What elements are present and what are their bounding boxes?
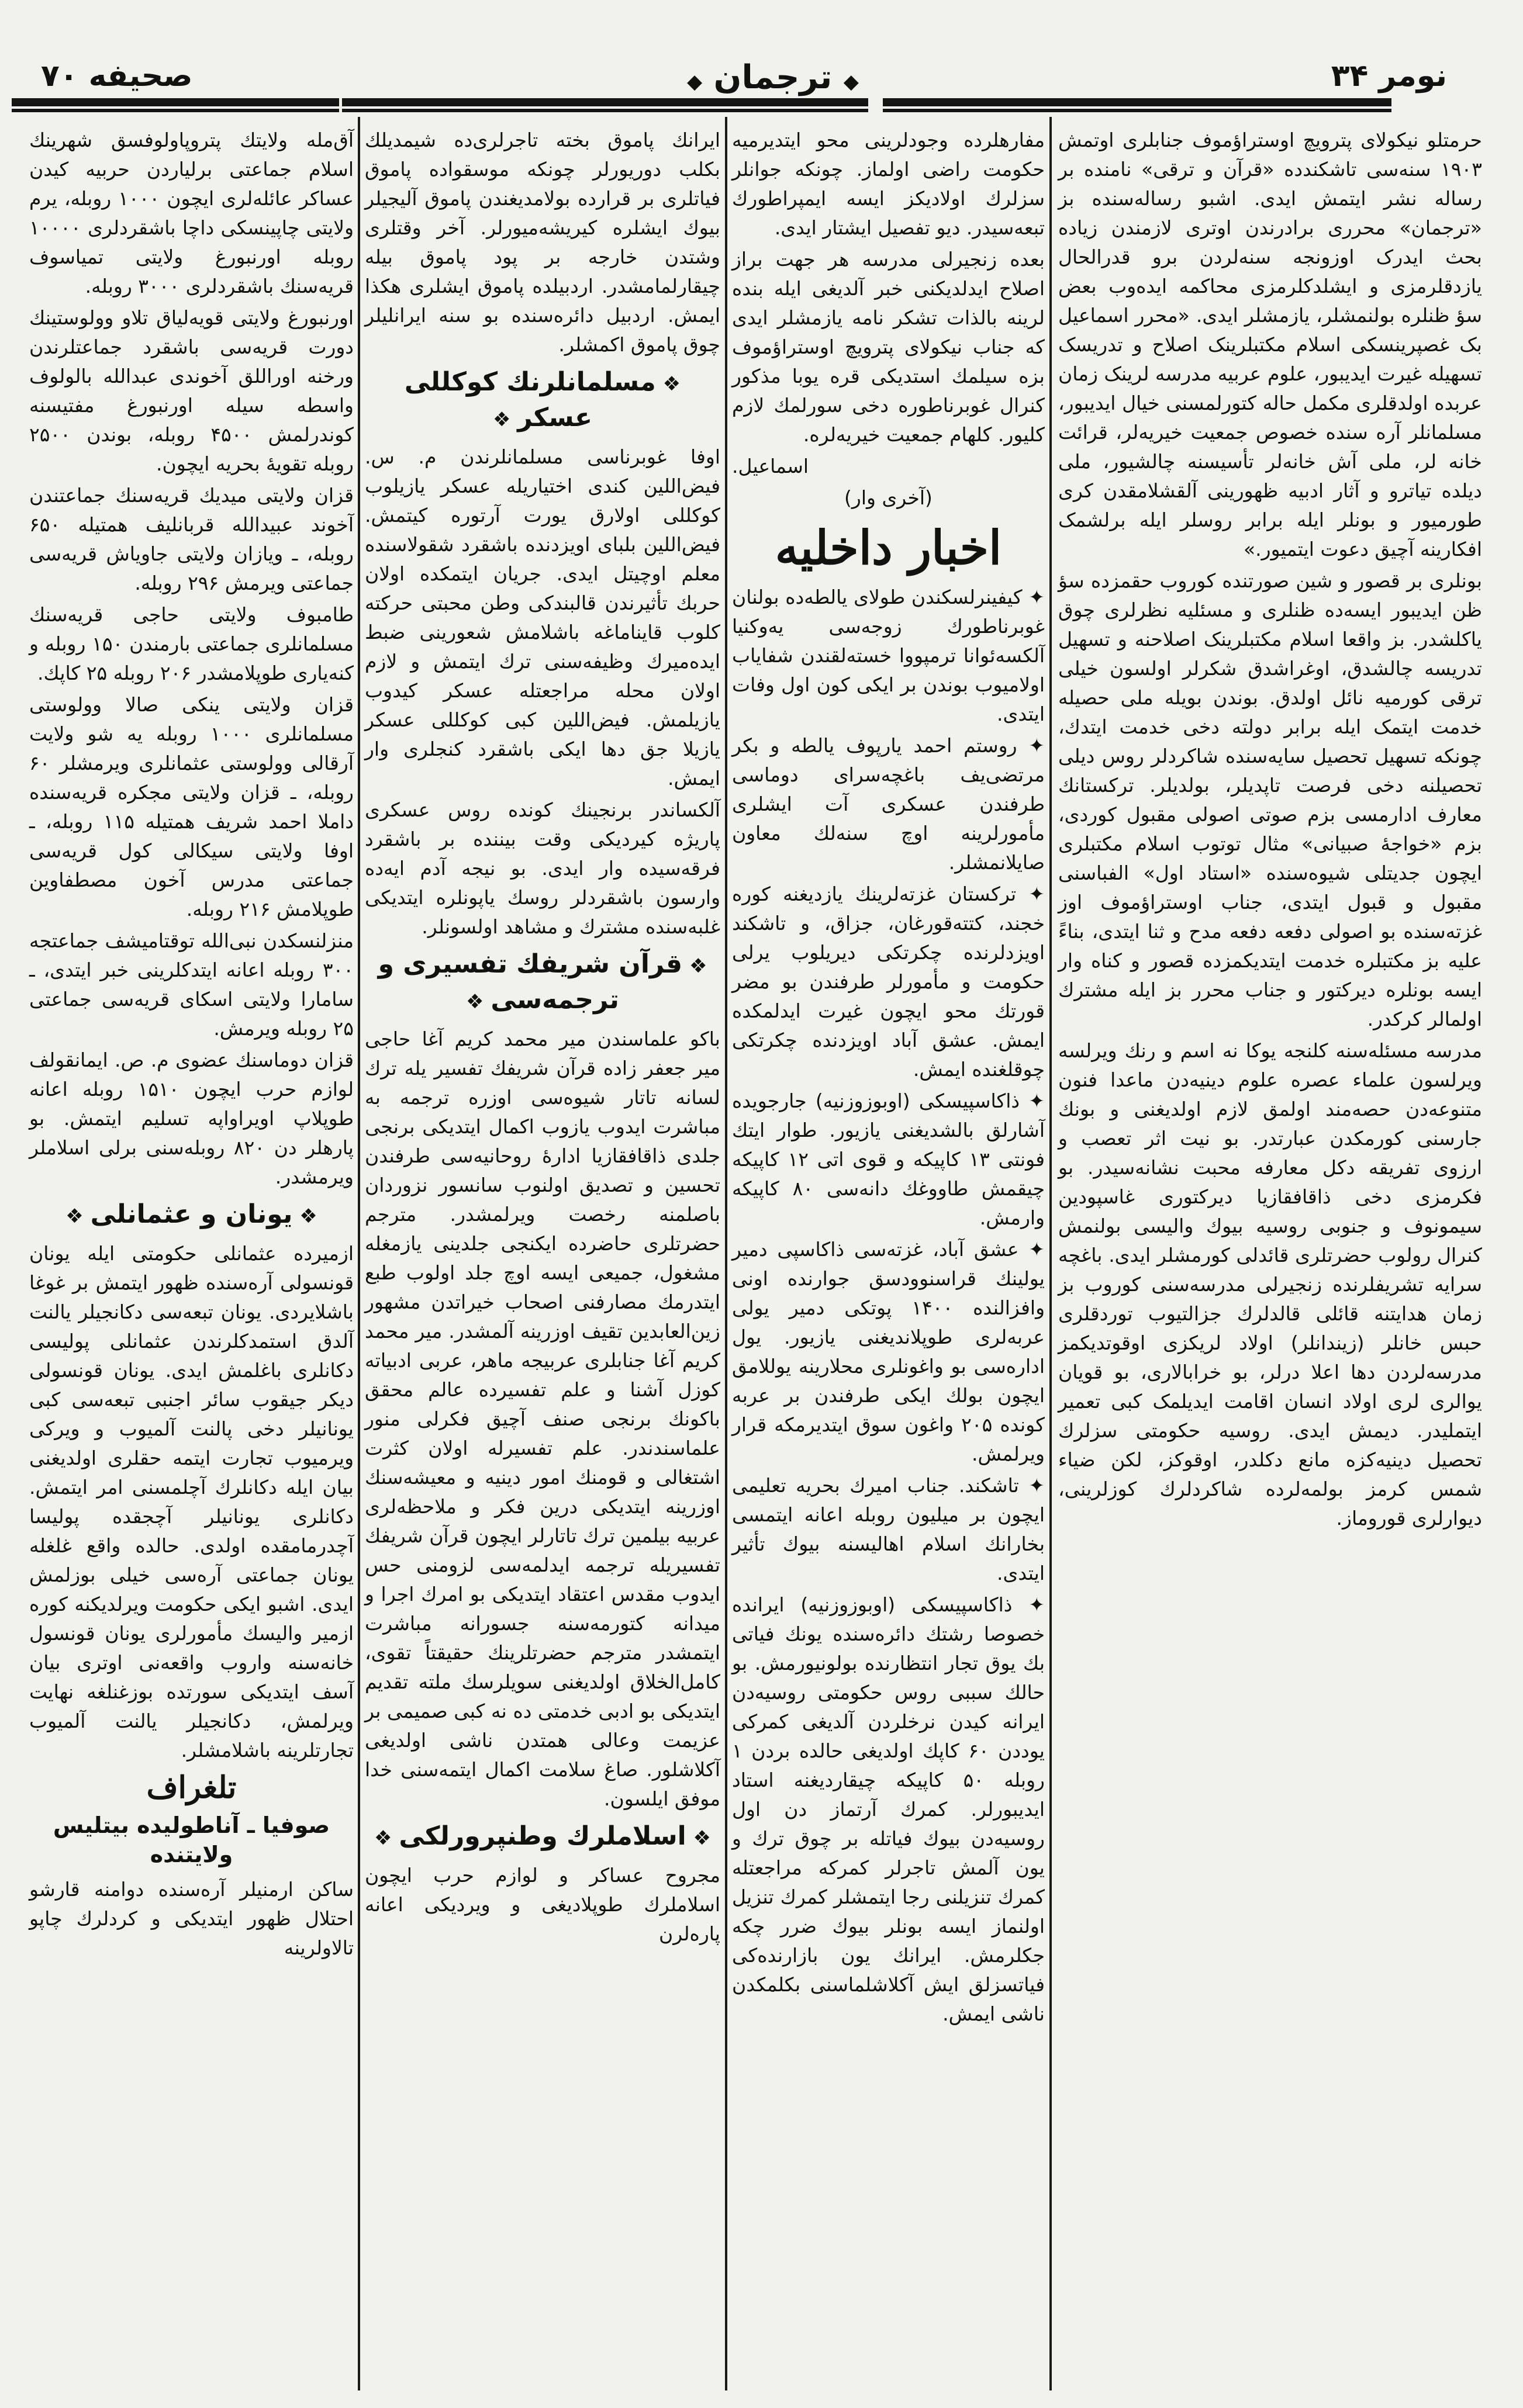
heading-text: مسلمانلرنك کوکللی عسکر <box>404 367 656 433</box>
article-paragraph: منزلنسکدن نبی‌الله توقتامیشف جماعتجه ۳۰۰ روبله اعانه ایتدکلرینی خبر ایتدی، ـ سامارا ولایتی اسکای قریه‌سی جماعتی ۲۵ روبله ویرمش. <box>29 929 354 1040</box>
heading-text: اسلاملرك وطنپرورلکی <box>399 1821 686 1851</box>
ornament-icon: ❖ <box>65 1205 91 1228</box>
ornament-icon: ❖ <box>682 954 707 978</box>
star-icon: ✦ <box>1020 1089 1045 1112</box>
article-paragraph: ازمیرده عثمانلی حکومتی ایله یونان قونسولی آره‌سنده ظهور ایتمش بر غوغا باشلایردی. یونان تبعه‌سی دکانجیلر یالنت آلدق استمدکلرندن عثمانلی پولیسی دکانلری باغلمش ایدی. یونان قونسولی دیکر جیقوب سائر اجنبی تبعه‌سی کبی یونانیلر دخی پالنت آلمیوب و ویرکی ویرمیوب تجارت ایتمه حقلری اولدیغنی بیان ایله دکانلرك آچلمسنی امر ایتمش. دکانلری یونانیلر آچجقده پولیسا آچدرمامقده اولدی. حالده واقع غلغله یونان جماعتی آره‌سی خیلی بوزلمش ایدی. اشبو ایکی حکومت ویرلدیکنه کوره ازمیر والیسك مأمورلری یونان قونسول خانه‌سنه واروب واقعه‌نی اوتری بیان آسف ایتدیکی سورتده بوزغنلغه نهایت ویرلمش، دکانجیلر یالنت آلمیوب تجارتلرینه باشلامشلر. <box>29 1242 354 1762</box>
header-rule <box>12 98 339 109</box>
news-text: روستم احمد یارپوف یالطه و بکر مرتضی‌یف باغچه‌سرای دوماسی طرفندن عسکری آت ایشلری مأمورلرینه اوچ سنه‌لك معاون صایلانمشلر. <box>732 734 1045 874</box>
article-paragraph: بعده زنجیرلی مدرسه هر جهت براز اصلاح ایدلدیکنی خبر آلدیغی ایله بنده لرینه بالذات تشکر نامه یازمشلر ایدی که جناب نیکولای پترویچ اوستراؤموف بزه سیلمك استدیکی قره یوبا مذکور کنرال غوبرناطوره دخی سورلمك لازم کلیور. کلهام جمعیت خیریه‌لره. <box>732 248 1045 446</box>
article-paragraph: مدرسه مسئله‌سنه کلنجه یوکا نه اسم و رنك ویرلسه ویرلسون علماء عصره علوم دینیه‌دن ماعدا فنون متنوعه‌دن حصه‌مند اولمق لازم اولدیغنی و بونك جارسنی کورمکدن عبارتدر. بو نیت اثر تعصب و ارزوی تفریقه دکل معارفه محبت نشانه‌سیدر. بو فکرمزی دخی ذاقافقازیا دیرکتوری غاسپودین سیمونوف و جنوبی روسیه بیوك والیسی بولنمش کنرال رولوب حضرتلری قائدلی کورمشلر ایدی. باغچه سرایه تشریفلرنده زنجیرلی مدرسه‌سنی کوروب بز زمان هدایتنه قائلی قالدلرك جزالتیوب توردقلری حبس خانلر (زیندانلر) اولاد لریکزی اوقوتدیکمز مدرسه‌لردن دها اعلا درلر، بو خرابالاری، بو قویان یوالری لری اولاد انسان اقامت ایدیلمک کبی تعمیر ایتملیدر. دیمش ایدی. روسیه حکومتی سزلرك تحصیل دینیه‌کزه مانع دکلدر، اوقوکز، لکن ضیاء شمس کرمز بولمه‌لرده شاکردلرك کوزلرینی، دیوارلری قوروماز. <box>1058 1039 1482 1530</box>
masthead-title: ترجمان <box>713 58 833 96</box>
column-divider <box>1049 117 1052 2390</box>
to-be-continued: (آخری وار) <box>844 486 933 509</box>
star-icon: ✦ <box>1016 883 1045 905</box>
news-item <box>732 880 1045 1084</box>
column-1 <box>1058 126 1482 1535</box>
news-item <box>732 1235 1045 1469</box>
heading-muslim-patriotism <box>365 1819 720 1855</box>
ornament-icon: ❖ <box>374 1826 399 1850</box>
heading-quran-translation <box>365 947 720 1019</box>
news-item <box>732 1087 1045 1233</box>
article-paragraph: ایرانك پاموق بخته تاجرلری‌ده شیمدیلك بکلب دوریورلر چونکه موسقواده پاموق فیاتلری بر قرارده بولامدیغندن پاموق آلیجیلر بیوك ایشلره کیریشه‌میورلر. آخر وقتلری وشتدن خارجه بر پود پاموق بیله چیقارلمامشدر. اردبیلده پاموق ایشلری هکذا ایمش. اردبیل دائره‌سنده بو سنه ایرانلیلر چوق پاموق اکمشلر. <box>365 129 720 356</box>
heading-greece-ottoman <box>29 1198 354 1233</box>
ornament-icon: ❖ <box>686 1826 712 1850</box>
news-item <box>732 583 1045 729</box>
article-paragraph: طامبوف ولایتی حاجی قریه‌سنك مسلمانلری جماعتی بارمندن ۱۵۰ روبله و کنه‌یاری طوپلامشدر ۲۰۶ روبله ۲۵ کاپك. <box>29 603 354 684</box>
news-text: کیفینرلسکندن طولای یالطه‌ده بولنان غوبرناطورك زوجه‌سی یه‌وکنیا آلکسه‌ئوانا ترمپووا خسته‌لقندن شفایاب اولامیوب بوندن بر ایکی کون اول وفات ایتدی. <box>732 586 1045 725</box>
column-4 <box>29 126 354 1965</box>
article-paragraph: بونلری بر قصور و شین صورتنده کوروب حقمزده سؤ ظن ایدیبور ایسه‌ده ظنلری و مسئلیه نظرلری چوق یاکلشدر. بز واقعا اسلام مکتبلرینک اصلاحنه و تسهیل تدریسه چالشدق، اوغراشدق شکرلر اولسون خیلی ترقی کورمیه نائل اولدق. بوندن بویله ملی حصیله خدمت ایتمک ایله برابر دولته دخی خدمت ایتدك، چونکه تسهیل تحصیل سایه‌سنده شاکردلر روس دیلی تحصیلنه دخی فرصت تاپدیلر، بولدیلر. ترکستانك معارف ادارمسی بزم صوتی اصولی مقبول کوردی، بزم «خواجهٔ صبیانی» مثال توتوب اسلام مکتبلری ایچون جدیتلی شیوه‌سنده «استاد اول» الفباسنی مقبول و قبول ایتدی، جناب اوستراؤموف اوز غزته‌سنده بو اصولی دفعه دفعه مدح و ثنا ایتدی، بناءً علیه بز مکتبلره خدمت ایتدیکمزده قصور و کناه وار ایسه بونلره دیرکتور و جناب محرر بز ایله مشترك اولمالر کرکدر. <box>1058 569 1482 1030</box>
column-divider <box>358 117 360 2390</box>
article-paragraph: آلکساندر برنجینك کونده روس عسکری پاریژه کیردیکی وقت بیننده بر باشقرد فرقه‌سیده وار ایدی. بو نیجه آدم ایه‌ده وارسون باشقردلر روسك یاپونلره ایتدیکی غلبه‌سنده مشترك و مشاهد اولسونلر. <box>365 798 720 938</box>
header-rule <box>342 98 868 109</box>
header-rule <box>883 98 1391 109</box>
heading-text: یونان و عثمانلی <box>90 1199 293 1229</box>
star-icon: ✦ <box>1017 734 1045 757</box>
news-text: ذاکاسپیسکی (اوبوزوزنیه) جارجویده آشارلق بالشدیغنی یازیور. طوار ایتك فونتی ۱۳ کاپیکه و قوی اتی ۱۲ کاپیکه چیقمش طاووغك دانه‌سی ۸۰ کاپیکه وارمش. <box>732 1089 1045 1229</box>
ornament-icon: ❖ <box>466 990 491 1013</box>
article-paragraph: قزان دوماسنك عضوی م. ص. ایمانقولف لوازم حرب ایچون ۱۵۱۰ روبله اعانه طوپلاپ اویراواپه تسلیم ایتمش. بو پارهلر دن ۸۲۰ روبله‌سنی برلی اسلاملر ویرمشدر. <box>29 1049 354 1188</box>
news-item <box>732 1471 1045 1588</box>
newspaper-title <box>687 58 859 96</box>
star-icon: ✦ <box>1022 586 1045 608</box>
ornament-icon: ❖ <box>492 408 518 431</box>
article-paragraph: قزان ولایتی ینکی صالا وولوستی مسلمانلری ۱۰۰۰ روبله یه شو ولایت آرقالی وولوستی عثمانلری ویرمشلر ۶۰ روبله، ـ قزان ولایتی مجکره قریه‌سنده داملا احمد شریف همتیله ۱۱۵ روبله، ـ اوفا ولایتی سیکالی کول قریه‌سی جماعتی مدرس آخون مصطفاوین طوپلامش ۲۱۶ روبله. <box>29 693 354 921</box>
article-paragraph: قزان ولایتی میدیك قریه‌سنك جماعتندن آخوند عبیدالله قربانلیف همتیله ۶۵۰ روبله، ـ ویازان ولایتی جاویاش قریه‌سی جماعتی ویرمش ۲۹۶ روبله. <box>29 484 354 594</box>
news-text: ذاکاسپیسکی (اوبوزوزنیه) ایرانده خصوصا رشتك دائره‌سنده یونك فیاتی بك یوق تجار انتظارنده بولونیورمش. بو حالك سببی روس حکومتی روسیه‌دن ایرانه کیدن نرخلردن آلدیغی کمرکی یوددن ۶۰ کاپك اولدیغی حالده بردن ۱ روبله ۵۰ کاپیکه چیقاردیغنه استاد ایدیبورلر. کمرك آرتماز دن اول روسیه‌دن بیوك فیاتله بر چوق ترك و یون آلمش تاجرلر کمرکه مراجعتله کمرك تنزیلنی رجا ایتمشلر کمرك تنزیل اولنماز ایسه بونلر بیوك ضرر چکه جکلرمش. ایرانك یون بازارنده‌کی فیاتسزلق ایش آکلاشلماسنی بکلمکدن ناشی ایمش. <box>732 1593 1045 2025</box>
telegraph-dateline: صوفیا ـ آناطولیده بیتلیس ولایتنده <box>53 1812 330 1867</box>
section-heading-domestic-news: اخبار داخلیه <box>775 520 1002 575</box>
column-2 <box>732 126 1045 2031</box>
article-paragraph: باکو علماسندن میر محمد کریم آغا حاجی میر جعفر زاده قرآن شریفك تفسیر یله ترك لسانه تاتار شیوه‌سی اوزره ترجمه به مباشرت ایدوب یازوب اکمال ایتدیکی برنجی جلدی ذاقافقازیا ادارهٔ روحانیه‌سی طرفندن تحسین و تصدیق اولنوب سانسور نزوردان باصلمنه رخصت ویرلمشدر. مترجم حضرتلری حاضرده ایکنجی جلدینی یازمغله مشغول، جمیعی ایسه اوچ جلد اولوب طبع ایتدرمك مصارفنی اصحاب خیراتدن مشهور زین‌العابدین تقیف اوزرینه آلمشدر. میر محمد کریم آغا جنابلری عربیجه ماهر، عربی ادبیاته کوزل آشنا و علم تفسیرده عالم محقق باکونك برنجی صنف آچیق فکرلی منور علماسندندر. علم تفسیرله اولان کثرت اشتغالی و قومنك امور دینیه و معیشه‌سنك اوزرینه ایتدیکی درین فکر و ملاحظه‌لری عربیه بیلمین ترك تاتارلر ایچون قرآن شریفك تفسیریله ترجمه ایدلمه‌سی لزومنی حس ایدوب مقدس اعتقاد ایتدیکی بو امرك اجرا و میدانه کتورمه‌سنه جسورانه مباشرت ایتمشدر مترجم حضرتلرینك حقیقتاً تقوی، کامل‌الخلاق اولدیغنی سویلرسك ملته تقدیم ایتدیکی بو ادبی خدمتی ده نه کبی صمیمی بر عزیمت وعالی همتدن ناشی اولدیغی آکلاشلور. صاغ سلامت اکمال ایتمه‌سنی خدا موفق ایلسون. <box>365 1027 720 1810</box>
news-item <box>732 1590 1045 2029</box>
column-divider <box>725 117 727 2390</box>
signature: اسماعیل. <box>732 455 809 478</box>
article-paragraph: مفارهلرده وجودلرینی محو ایتدیرمیه حکومت راضی اولماز. چونکه جوانلر سزلرك اولادیکز ایسه ایمپراطورك تبعه‌سیدر. دیو تفصیل ایشتار ایدی. <box>732 129 1045 239</box>
page-number: صحیفه ۷۰ <box>41 58 193 94</box>
article-paragraph: اوفا غوبرناسی مسلمانلرندن م. س. فیض‌اللین کندی اختیاریله عسکر یازیلوب کوکللی اولارق یورت آرتوره کیتمش. فیض‌اللین بلبای اویزدنده باشقرد شقولاسنده معلم اوچیتل ایدی. جریان ایتمکده اولان حربك تأثیرندن قالبندکی وطن محبتی حرکته کلوب قایناماغه باشلامش شعورینی ضبط ایده‌میرك وظیفه‌سنی ترك ایتمش و لازم اولان محله مراجعتله عسکر کیدوب یازیلمش. فیض‌اللین کبی کوکللی عسکر یازیلا جق دها ایکی باشقرد کنجلری وار ایمش. <box>365 445 720 790</box>
article-paragraph: اورنبورغ ولایتی قویه‌لیاق تلاو وولوستینك دورت قریه‌سی باشقرد جماعتلرندن ورخنه اوراللق آخوندی عبدالله بالولوف واسطه سیله اورنبورغ مفتیسنه کوندرلمش ۴۵۰۰ روبله، بوندن ۲۵۰۰ روبله تقویهٔ بحریه ایچون. <box>29 306 354 475</box>
star-icon: ✦ <box>1018 1238 1045 1261</box>
news-text: تاشکند. جناب امیرك بحریه تعلیمی ایچون بر میلیون روبله اعانه ایتمسی بخارانك اسلام اهالیسنه بیوك تأثیر ایتدی. <box>732 1474 1045 1584</box>
ornament-icon: ◆ <box>687 70 703 94</box>
star-icon: ✦ <box>1018 1474 1045 1497</box>
heading-telegraph: تلغراف <box>146 1770 237 1805</box>
article-paragraph: آق‌مله ولایتك پتروپاولوفسق شهرینك اسلام جماعتی برلیاردن حربیه کیدن عساکر عائله‌لری ایچون ۱۰۰۰ روبله، یرم ولایتی چاپینسکی داچا باشقردلری ۱۰۰۰۰ روبله اورنبورغ ولایتی تمیاسوف قریه‌سنك باشقردلری ۳۰۰۰ روبله. <box>29 129 354 297</box>
news-item <box>732 731 1045 877</box>
star-icon: ✦ <box>1012 1593 1045 1616</box>
article-paragraph: مجروح عساکر و لوازم حرب ایچون اسلاملرك طوپلادیغی و ویردیکی اعانه پاره‌لرن <box>365 1864 720 1945</box>
ornament-icon: ◆ <box>843 70 859 94</box>
heading-muslim-volunteers <box>365 365 720 437</box>
news-text: ترکستان غزته‌لرینك یازدیغنه کوره خجند، کتته‌قورغان، جزاق، و تاشکند اویزدلرنده چکرتکی دیریلوب یرلی حکومت و مأمورلر طرفندن بو مضر قورتك محو ایچون غیرت ایدلمکده ایمش. عشق آباد اویزدنده چکرتکی چوقلغنده ایمش. <box>732 883 1045 1081</box>
article-paragraph: حرمتلو نیکولای پترویچ اوستراؤموف جنابلری اوتمش ۱۹۰۳ سنه‌سی تاشکندده «قرآن و ترقی» نامنده بر رساله نشر ایتمش ایدی. اشبو رساله‌سنده بز «ترجمان» محرری برادرندن اوتری لازمندن زیاده بحث ایدرک اوزونجه سنه‌لردن برو قدرالحال یازدقلرمزی و ایشلدکلرمزی محاکمه ایده‌وب بعض سؤ ظنلره بولنمشلر، یازمشلر ایدی. «محرر اسماعیل بک غصپرینسکی اسلام مکتبلرینک اصلاح و تدریسک تسهیله غیرت ایدیبور، علوم عربیه مدرسه لرینک زمان عربده اولدقلری مکمل حاله کتورلمسنی خیال ایدیبور، مسلمانلر آره سنده خصوص جمعیت خیریه‌لر، قرائت خانه لر، ملی آش خانه‌لر تأسیسنه چالشیور، ملی دیلده تیاترو و آثار ادبیه ظهورینی آلقشلامقدن کری طورمیور و بونلر ایله برابر روسلر ایله برلشمک افکارینه آچیق دعوت ایتمیور.» <box>1058 129 1482 561</box>
issue-number: نومر ۳۴ <box>1331 58 1447 94</box>
column-3 <box>365 126 720 1951</box>
heading-text: قرآن شریفك تفسیری و ترجمه‌سی <box>378 949 683 1015</box>
ornament-icon: ❖ <box>292 1205 317 1228</box>
article-paragraph: ساکن ارمنیلر آره‌سنده دوامنه قارشو احتلال ظهور ایتدیکی و کردلرك چاپو تالاولرینه <box>29 1878 354 1959</box>
news-text: عشق آباد، غزته‌سی ذاکاسپی دمیر یولینك قراسنوودسق جوارنده اونی وافزالنده ۱۴۰۰ پوتکی دمیر یولی عربه‌لری طوپلاندیغنی یازیور. یول اداره‌سی بو واغونلری محلارینه یوللامق ایچون بولك ایکی طرفندن بر عربه کونده ۲۰۵ واغون سوق ایتدیرمکه قرار ویرلمش. <box>732 1238 1045 1465</box>
ornament-icon: ❖ <box>655 372 681 396</box>
